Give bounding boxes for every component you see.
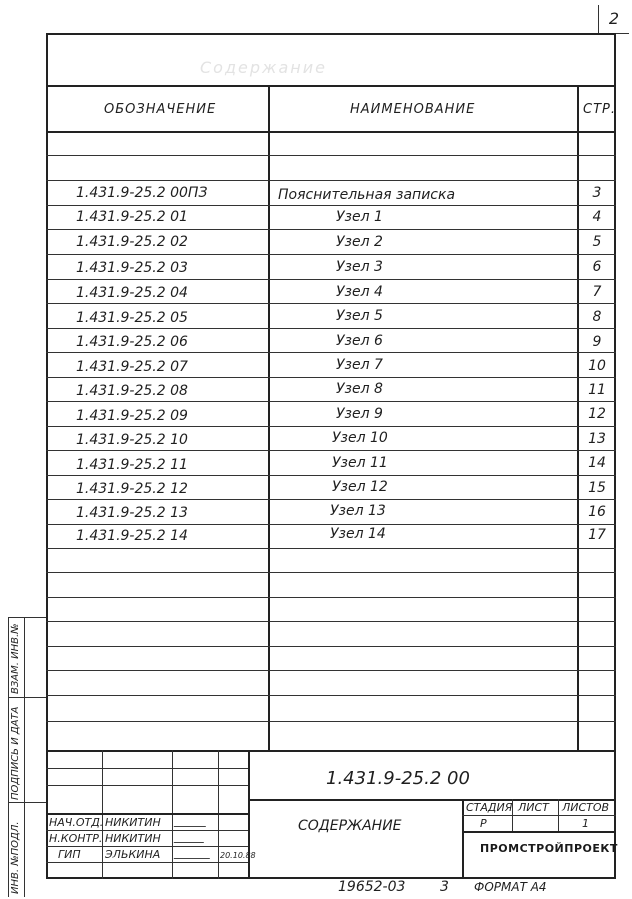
table-row-line [46, 155, 616, 156]
row-name: Узел 4 [336, 284, 383, 300]
row-name: Узел 2 [336, 234, 383, 250]
row-page: 8 [592, 309, 602, 325]
row-code: 1.431.9-25.2 03 [76, 260, 188, 276]
sheet-number: 2 [598, 5, 629, 34]
sheet-label: ЛИСТ [518, 801, 549, 814]
side-stamp-inv-no: ИНВ. №ПОДЛ. [10, 821, 21, 894]
row-name: Узел 5 [336, 308, 383, 324]
table-row-line [46, 721, 616, 722]
column-divider-designation [268, 85, 270, 750]
drawing-frame [46, 33, 616, 879]
sign-date: 20.10.88 [220, 851, 256, 860]
title-block-stage-col-2 [558, 799, 559, 831]
title-block-stage-row-1 [462, 815, 616, 816]
person-name: ЭЛЬКИНА [105, 848, 161, 861]
row-name: Узел 11 [332, 455, 388, 471]
row-code: 1.431.9-25.2 14 [76, 528, 188, 544]
row-code: 1.431.9-25.2 01 [76, 209, 188, 225]
signature-mark [174, 846, 215, 859]
table-row-line [46, 426, 616, 427]
side-stamp-top [8, 617, 46, 618]
row-page: 11 [588, 382, 606, 398]
sheets-label: ЛИСТОВ [562, 801, 610, 814]
title-block-stage-row-2 [462, 831, 616, 833]
row-page: 17 [588, 527, 606, 543]
person-role: ГИП [58, 848, 81, 861]
row-code: 1.431.9-25.2 10 [76, 432, 188, 448]
row-name: Узел 10 [332, 430, 388, 446]
row-code: 1.431.9-25.2 11 [76, 457, 188, 473]
row-page: 5 [592, 234, 602, 250]
table-row-line [46, 254, 616, 255]
title-block-row-3 [46, 813, 248, 815]
stage-label: СТАДИЯ [466, 801, 513, 814]
table-row-line [46, 670, 616, 671]
title-block-code-bottom [248, 799, 616, 801]
table-row-line [46, 572, 616, 573]
person-role: НАЧ.ОТД. [49, 816, 104, 829]
row-page: 12 [588, 406, 606, 422]
table-row-line [46, 303, 616, 304]
row-code: 1.431.9-25.2 13 [76, 505, 188, 521]
row-page: 13 [588, 431, 606, 447]
row-code: 1.431.9-25.2 05 [76, 310, 188, 326]
row-name: Узел 9 [336, 406, 383, 422]
row-code: 1.431.9-25.2 04 [76, 285, 188, 301]
header-top-line [46, 85, 616, 87]
document-title: СОДЕРЖАНИЕ [298, 818, 402, 834]
organization-name: ПРОМСТРОЙПРОЕКТ [480, 842, 618, 855]
table-row-line [46, 377, 616, 378]
row-code: 1.431.9-25.2 08 [76, 383, 188, 399]
row-name: Пояснительная записка [278, 187, 456, 203]
row-code: 1.431.9-25.2 12 [76, 481, 188, 497]
table-row-line [46, 621, 616, 622]
table-row-line [46, 352, 616, 353]
table-row-line [46, 475, 616, 476]
table-row-line [46, 548, 616, 549]
row-code: 1.431.9-25.2 00ПЗ [76, 185, 208, 201]
row-page: 6 [592, 259, 602, 275]
column-header-page: СТР. [583, 102, 616, 117]
column-header-designation: ОБОЗНАЧЕНИЕ [104, 102, 217, 117]
table-row-line [46, 450, 616, 451]
side-stamp-line-1 [8, 697, 46, 698]
title-block-row-5 [46, 846, 248, 847]
side-stamp-signature-date: ПОДПИСЬ И ДАТА [10, 706, 21, 800]
document-code: 1.431.9-25.2 00 [326, 768, 470, 789]
row-page: 3 [592, 185, 602, 201]
side-stamp-replaced-inv: ВЗАМ. ИНВ.№ [10, 623, 21, 694]
row-page: 9 [592, 334, 602, 350]
person-role: Н.КОНТР. [49, 832, 103, 845]
format-label: ФОРМАТ А4 [474, 880, 547, 894]
signature-mark [174, 814, 211, 827]
row-name: Узел 6 [336, 333, 383, 349]
row-code: 1.431.9-25.2 06 [76, 334, 188, 350]
table-row-line [46, 597, 616, 598]
side-stamp-line-2 [8, 802, 46, 803]
row-name: Узел 8 [336, 381, 383, 397]
table-row-line [46, 279, 616, 280]
row-page: 16 [588, 504, 606, 520]
row-name: Узел 3 [336, 259, 383, 275]
table-row-line [46, 524, 616, 525]
signature-mark [174, 830, 209, 843]
table-row-line [46, 499, 616, 500]
row-page: 4 [592, 209, 602, 225]
row-page: 15 [588, 480, 606, 496]
row-page: 14 [588, 455, 606, 471]
person-name: НИКИТИН [105, 832, 161, 845]
row-name: Узел 7 [336, 357, 383, 373]
album-number: 19652-03 [338, 879, 406, 895]
table-row-line [46, 205, 616, 206]
title-block-row-2 [46, 785, 248, 786]
sheet-value: 1 [582, 817, 589, 830]
title-block-row-6 [46, 862, 248, 863]
row-page: 10 [588, 358, 606, 374]
row-name: Узел 1 [336, 209, 383, 225]
table-row-line [46, 401, 616, 402]
side-stamp-divider [24, 617, 25, 897]
row-name: Узел 14 [330, 526, 386, 542]
title-block-stage-left [462, 799, 464, 879]
table-row-line [46, 328, 616, 329]
row-page: 7 [592, 284, 602, 300]
faint-title: Содержание [200, 58, 327, 77]
header-bottom-line [46, 131, 616, 133]
row-name: Узел 13 [330, 503, 386, 519]
person-name: НИКИТИН [105, 816, 161, 829]
table-row-line [46, 646, 616, 647]
title-block-row-1 [46, 768, 248, 769]
row-code: 1.431.9-25.2 09 [76, 408, 188, 424]
row-code: 1.431.9-25.2 02 [76, 234, 188, 250]
table-row-line [46, 180, 616, 181]
table-row-line [46, 695, 616, 696]
title-block-row-4 [46, 830, 248, 831]
column-header-name: НАИМЕНОВАНИЕ [350, 102, 476, 117]
table-row-line [46, 229, 616, 230]
stage-value: Р [480, 817, 487, 830]
title-block-top [46, 750, 616, 752]
row-code: 1.431.9-25.2 07 [76, 359, 188, 375]
footer-page: 3 [440, 879, 449, 895]
row-name: Узел 12 [332, 479, 388, 495]
side-stamp-left-border [8, 617, 9, 897]
